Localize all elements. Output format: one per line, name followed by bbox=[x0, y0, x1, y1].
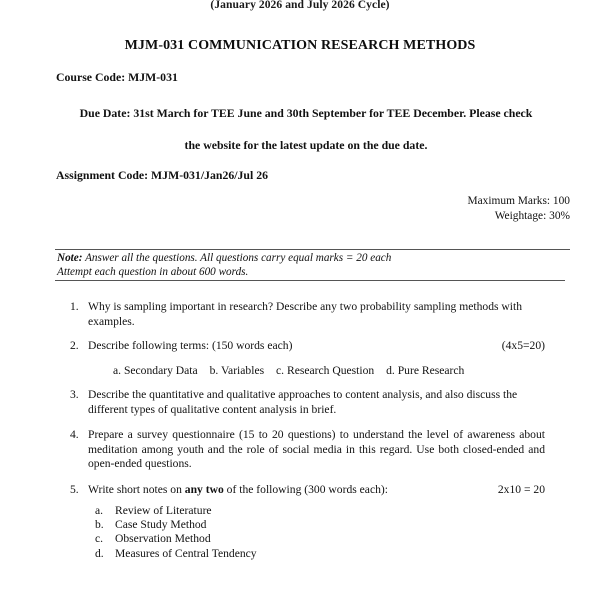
question-number: 3. bbox=[70, 388, 79, 401]
note-block bbox=[57, 252, 567, 279]
question-item bbox=[0, 483, 600, 498]
sub-item-marker: b. bbox=[95, 518, 104, 532]
assignment-code-line: Assignment Code: MJM-031/Jan26/Jul 26 bbox=[56, 168, 269, 182]
question-subitems-stacked bbox=[0, 504, 600, 561]
sub-item-marker: c. bbox=[95, 532, 104, 546]
sub-item-marker: a. bbox=[95, 504, 104, 517]
due-date-line-2: the website for the latest update on the due date. bbox=[184, 138, 428, 152]
sub-item: a. Secondary Data bbox=[113, 363, 198, 377]
due-date-line-1: Due Date: 31st March for TEE June and 30th September for TEE December. Please check bbox=[79, 106, 533, 120]
session-cycle-line: (January 2026 and July 2026 Cycle) bbox=[210, 0, 390, 11]
question-item bbox=[0, 300, 600, 329]
question-number: 5. bbox=[70, 482, 79, 496]
sub-item: b. Variables bbox=[209, 363, 265, 377]
note-line-1: Answer all the questions. All questions carry equal marks = 20 each bbox=[82, 252, 392, 264]
question-text bbox=[88, 483, 545, 498]
questions-list bbox=[0, 300, 600, 561]
question-text: Prepare a survey questionnaire (15 to 20 questions) to understand the level of awareness about meditation among youth and the role of social media in this regard. Use both closed-ended and open-ended questions. bbox=[88, 428, 545, 470]
question-text: Describe the quantitative and qualitative approaches to content analysis, and also discuss the different types of qualitative content analysis in brief. bbox=[88, 388, 518, 416]
sub-item bbox=[95, 518, 600, 532]
question-number: 2. bbox=[70, 339, 79, 352]
question-marks: (4x5=20) bbox=[501, 339, 545, 352]
question-subitems-inline bbox=[0, 364, 600, 379]
question-marks: 2x10 = 20 bbox=[497, 482, 545, 496]
question-text-emphasis: any two bbox=[184, 482, 224, 496]
sub-item: c. Research Question bbox=[276, 363, 375, 377]
note-rule-top bbox=[55, 249, 570, 250]
sub-item-marker: d. bbox=[95, 546, 104, 560]
question-text: Why is sampling important in research? Describe any two probability sampling methods with examples. bbox=[88, 300, 523, 328]
question-number: 4. bbox=[70, 428, 79, 441]
sub-item-label: Case Study Method bbox=[115, 518, 207, 532]
note-rule-bottom bbox=[55, 280, 565, 281]
question-item bbox=[0, 339, 600, 354]
question-number: 1. bbox=[70, 300, 79, 313]
question-item bbox=[0, 388, 600, 417]
sub-item bbox=[95, 504, 600, 518]
question-text-post: of the following (300 words each): bbox=[223, 482, 388, 496]
course-code-line: Course Code: MJM-031 bbox=[56, 70, 178, 84]
sub-item-label: Observation Method bbox=[115, 532, 211, 546]
sub-item bbox=[95, 532, 600, 546]
sub-item-label: Measures of Central Tendency bbox=[115, 546, 257, 560]
page-title: MJM-031 COMMUNICATION RESEARCH METHODS bbox=[124, 38, 476, 53]
marks-block bbox=[300, 194, 570, 224]
question-text: Describe following terms: (150 words each) bbox=[88, 339, 293, 352]
note-line-2: Attempt each question in about 600 words. bbox=[57, 265, 249, 278]
question-item bbox=[0, 428, 600, 472]
weightage: Weightage: 30% bbox=[494, 210, 570, 222]
sub-item: d. Pure Research bbox=[386, 363, 465, 377]
sub-item-label: Review of Literature bbox=[115, 504, 212, 517]
question-text-pre: Write short notes on bbox=[88, 482, 185, 496]
maximum-marks: Maximum Marks: 100 bbox=[467, 195, 570, 207]
sub-item bbox=[95, 547, 600, 561]
note-label: Note: bbox=[57, 252, 83, 264]
